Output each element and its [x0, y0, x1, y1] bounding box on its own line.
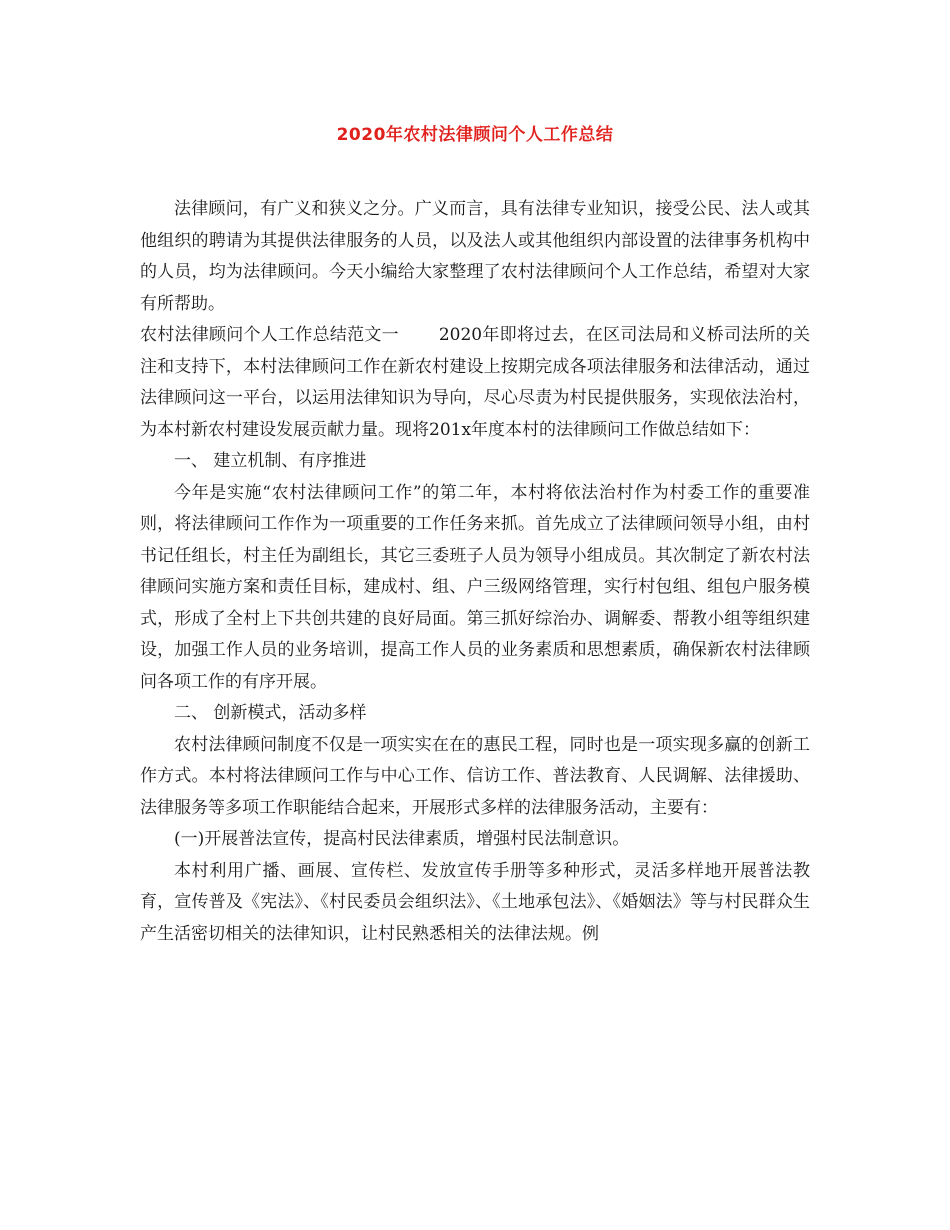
subsection-heading-one: (一)开展普法宣传，提高村民法律素质，增强村民法制意识。 — [174, 829, 630, 849]
paragraph-sample-one — [140, 320, 810, 446]
section-heading-two: 二、 创新模式，活动多样 — [174, 703, 367, 723]
paragraph-intro: 法律顾问，有广义和狭义之分。广义而言，具有法律专业知识，接受公民、法人或其他组织的聘请为其提供法律服务的人员，以及法人或其他组织内部设置的法律事务机构中的人员，均为法律顾问。今天小编给大家整理了农村法律顾问个人工作总结，希望对大家有所帮助。 — [140, 199, 810, 314]
section-heading-one: 一、 建立机制、有序推进 — [174, 451, 367, 471]
document-body — [140, 194, 810, 950]
document-title: 2020年农村法律顾问个人工作总结 — [336, 125, 614, 145]
sample-heading: 农村法律顾问个人工作总结范文一 — [140, 325, 399, 345]
paragraph-innovation: 农村法律顾问制度不仅是一项实实在在的惠民工程，同时也是一项实现多赢的创新工作方式。本村将法律顾问工作与中心工作、信访工作、普法教育、人民调解、法律援助、法律服务等多项工作职能结合起来，开展形式多样的法律服务活动，主要有： — [140, 734, 810, 818]
paragraph-mechanism: 今年是实施“农村法律顾问工作”的第二年，本村将依法治村作为村委工作的重要准则，将法律顾问工作作为一项重要的工作任务来抓。首先成立了法律顾问领导小组，由村书记任组长，村主任为副组长，其它三委班子人员为领导小组成员。其次制定了新农村法律顾问实施方案和责任目标，建成村、组、户三级网络管理，实行村包组、组包户服务模式，形成了全村上下共创共建的良好局面。第三抓好综治办、调解委、帮教小组等组织建设，加强工作人员的业务培训，提高工作人员的业务素质和思想素质，确保新农村法律顾问各项工作的有序开展。 — [140, 482, 810, 692]
sample-body: 2020年即将过去，在区司法局和义桥司法所的关注和支持下，本村法律顾问工作在新农村建设上按期完成各项法律服务和法律活动，通过法律顾问这一平台，以运用法律知识为导向，尽心尽责为村民提供服务，实现依法治村，为本村新农村建设发展贡献力量。现将201x年度本村的法律顾问工作做总结如下： — [140, 325, 811, 440]
paragraph-legal-education: 本村利用广播、画展、宣传栏、发放宣传手册等多种形式，灵活多样地开展普法教育，宣传普及《宪法》、《村民委员会组织法》、《土地承包法》、《婚姻法》等与村民群众生产生活密切相关的法律知识，让村民熟悉相关的法律法规。例 — [140, 860, 810, 944]
